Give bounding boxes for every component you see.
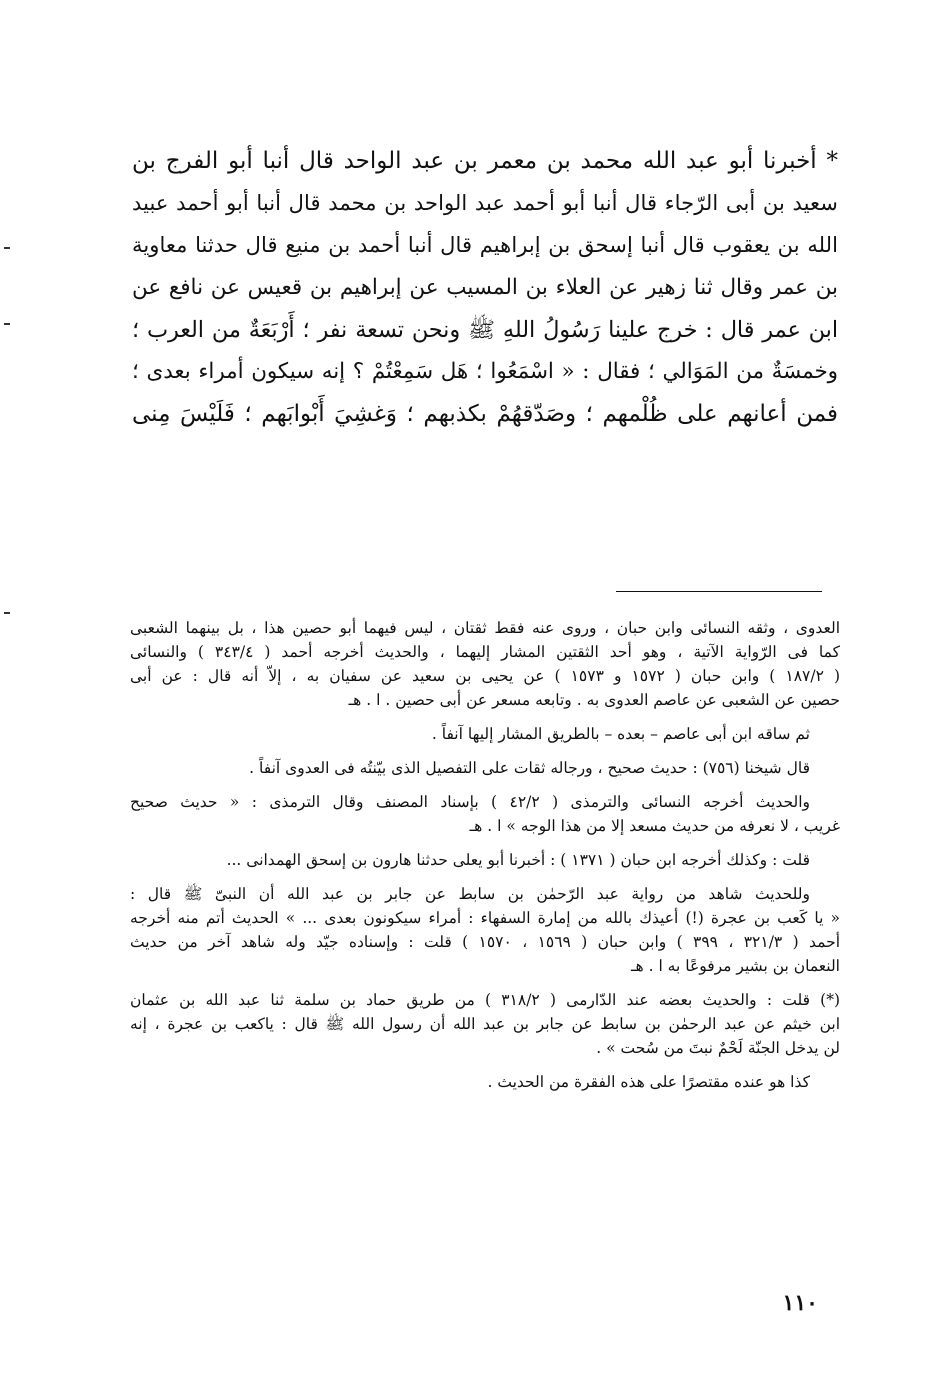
main-text-line: بن عمر وقال ثنا زهير عن العلاء بن المسيب عن إبراهيم بن قعيس عن نافع عن	[132, 274, 838, 300]
footnote-line: العدوى ، وثقه النسائى وابن حبان ، وروى عنه فقط ثقتان ، ليس فيهما أبو حصين هذا ، بل بينهما الشعبى	[130, 619, 840, 637]
footnote-line: وللحديث شاهد من رواية عبد الرّحمٰن بن سابط عن جابر بن عبد الله أن النبىّ ﷺ قال :	[130, 885, 810, 903]
footnote-line: كذا هو عنده مقتصرًا على هذه الفقرة من الحديث .	[487, 1073, 810, 1091]
footnote-paragraph	[130, 790, 840, 838]
footnote-line: كما فى الرّواية الآتية ، وهو أحد الثقتين المشار إليهما ، والحديث أخرجه أحمد ( ٣٤٣/٤ ) والنسائى	[130, 643, 840, 661]
footnote-paragraph	[130, 1070, 840, 1094]
main-text-line: ابن عمر قال : خرج علينا رَسُولُ اللهِ ﷺ ونحن تسعة نفر ؛ أَرْبَعَةٌ من العرب ؛	[132, 316, 838, 343]
footnotes-block	[130, 616, 840, 1104]
footnote-paragraph	[130, 756, 840, 780]
margin-mark	[4, 612, 10, 614]
footnote-line: (*) قلت : والحديث بعضه عند الدّارمى ( ٣١٨/٢ ) من طريق حماد بن سلمة ثنا عبد الله بن عثمان	[130, 991, 841, 1009]
main-text-line: سعيد بن أبى الرّجاء قال أنبا أبو أحمد عبد الواحد بن محمد قال أنبا أبو أحمد عبيد	[132, 190, 838, 216]
footnote-line: غريب ، لا نعرفه من حديث مسعد إلا من هذا الوجه » ا . هـ	[469, 817, 840, 835]
footnote-line: قال شيخنا (٧٥٦) : حديث صحيح ، ورجاله ثقات على التفصيل الذى بيّنتُه فى العدوى آنفاً .	[249, 759, 810, 777]
footnote-line: والحديث أخرجه النسائى والترمذى ( ٤٢/٢ ) بإسناد المصنف وقال الترمذى : « حديث صحيح	[130, 793, 810, 811]
footnote-paragraph	[130, 848, 840, 872]
footnote-separator	[616, 591, 822, 592]
footnote-line: لن يدخل الجنّة لَحْمٌ نبتَ من سُحت » .	[596, 1039, 840, 1057]
footnote-line: قلت : وكذلك أخرجه ابن حبان ( ١٣٧١ ) : أخبرنا أبو يعلى حدثنا هارون بن إسحق الهمدانى ...	[226, 851, 810, 869]
footnote-line: حصين عن الشعبى عن عاصم العدوى به . وتابعه مسعر عن أبى حصين . ا . هـ	[348, 691, 840, 709]
footnote-paragraph	[130, 722, 840, 746]
main-text-block	[132, 140, 838, 435]
footnote-line: ثم ساقه ابن أبى عاصم – بعده – بالطريق المشار إليها آنفاً .	[431, 725, 810, 743]
margin-mark	[4, 247, 10, 249]
footnote-line: أحمد ( ٣٢١/٣ ، ٣٩٩ ) وابن حبان ( ١٥٦٩ ، ١٥٧٠ ) قلت : وإسناده جيّد وله شاهد آخر من حديث	[130, 933, 841, 951]
main-text-line: فمن أعانهم على ظُلْمهم ؛ وصَدّقهُمْ بكذبهم ؛ وَغشِيَ أَبْوابَهم ؛ فَلَيْسَ مِنى	[132, 401, 838, 428]
main-text-line: * أخبرنا أبو عبد الله محمد بن معمر بن عبد الواحد قال أنبا أبو الفرج بن	[132, 148, 838, 174]
page-number: ١١٠	[782, 1290, 818, 1316]
footnote-paragraph	[130, 882, 840, 978]
footnote-line: ابن خيثم عن عبد الرحمٰن بن سابط عن جابر بن عبد الله أن رسول الله ﷺ قال : ياكعب بن عجرة ، إنه	[130, 1015, 840, 1033]
main-text-line: الله بن يعقوب قال أنبا إسحق بن إبراهيم قال أنبا أحمد بن منيع قال حدثنا معاوية	[132, 232, 838, 258]
main-text-line: وخمسَةٌ من المَوَالي ؛ فقال : « اسْمَعُوا ؛ هَل سَمِعْتُمْ ؟ إنه سيكون أمراء بعدى ؛	[132, 359, 838, 385]
footnote-paragraph	[130, 616, 840, 712]
footnote-line: النعمان بن بشير مرفوعًا به ا . هـ	[630, 957, 840, 975]
margin-mark	[4, 323, 10, 325]
footnote-line: « يا كَعب بن عجرة (!) أعيذك بالله من إمارة السفهاء : أمراء سيكونون بعدى ... » الحديث أتم منه أخرجه	[130, 909, 840, 927]
footnote-line: ( ١٨٧/٢ ) وابن حبان ( ١٥٧٢ و ١٥٧٣ ) عن يحيى بن سعيد عن سفيان به ، إلاّ أنه قال : عن أبى	[130, 667, 840, 685]
footnote-paragraph	[130, 988, 840, 1060]
